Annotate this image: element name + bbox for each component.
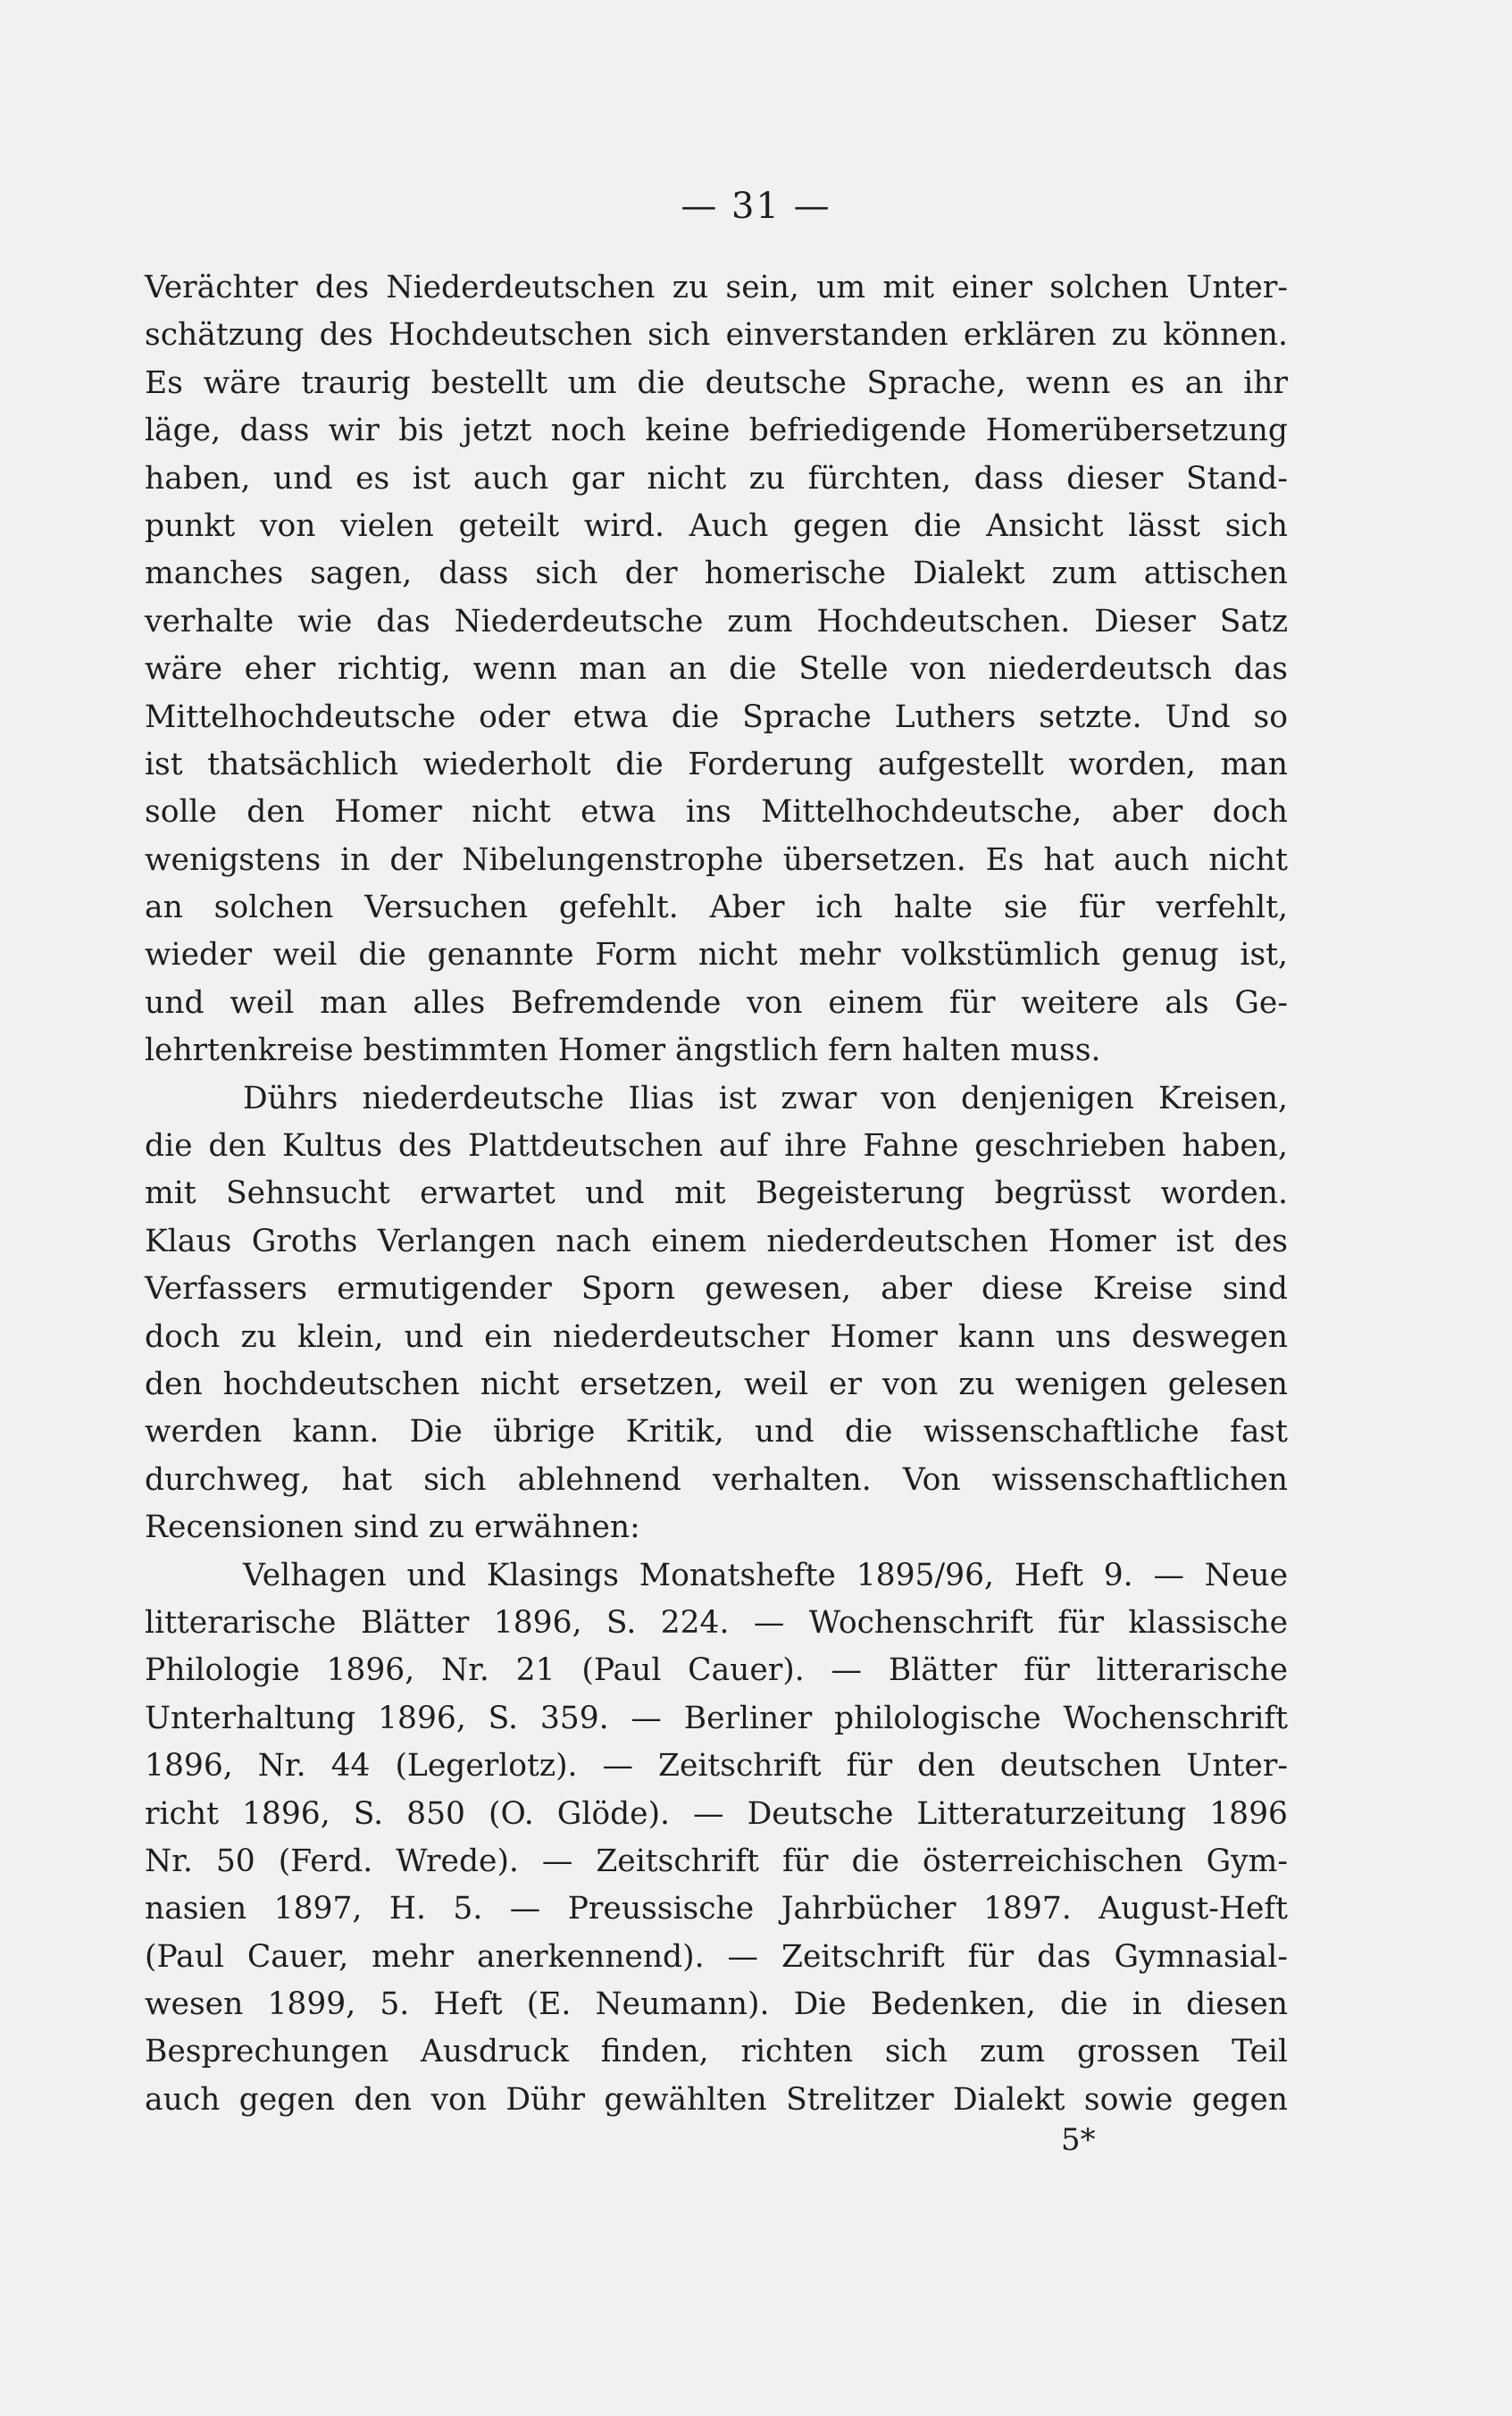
text-line: den hochdeutschen nicht ersetzen, weil er von zu wenigen gelesen xyxy=(145,1366,1288,1402)
text-line: Philologie 1896, Nr. 21 (Paul Cauer). — Blätter für litterarische xyxy=(145,1652,1288,1689)
text-line: wieder weil die genannte Form nicht mehr volkstümlich genug ist, xyxy=(145,937,1288,974)
text-line: litterarische Blätter 1896, S. 224. — Wochenschrift für klassische xyxy=(145,1604,1288,1641)
text-line: 1896, Nr. 44 (Legerlotz). — Zeitschrift für den deutschen Unter- xyxy=(145,1748,1288,1785)
text-line: wesen 1899, 5. Heft (E. Neumann). Die Bedenken, die in diesen xyxy=(145,1986,1288,2023)
text-line: punkt von vielen geteilt wird. Auch gegen die Ansicht lässt sich xyxy=(145,507,1288,544)
paragraph-start: Dührs niederdeutsche Ilias ist zwar von denjenigen Kreisen, xyxy=(243,1080,1288,1116)
text-line: schätzung des Hochdeutschen sich einverstanden erklären zu können. xyxy=(145,317,1288,354)
text-line: auch gegen den von Dühr gewählten Strelitzer Dialekt sowie gegen xyxy=(145,2081,1288,2118)
text-line: (Paul Cauer, mehr anerkennend). — Zeitschrift für das Gymnasial- xyxy=(145,1938,1288,1975)
text-line: manches sagen, dass sich der homerische Dialekt zum attischen xyxy=(145,556,1288,592)
text-line: Klaus Groths Verlangen nach einem niederdeutschen Homer ist des xyxy=(145,1223,1288,1259)
text-line: doch zu klein, und ein niederdeutscher Homer kann uns deswegen xyxy=(145,1318,1288,1355)
text-line: Verächter des Niederdeutschen zu sein, um mit einer solchen Unter- xyxy=(145,270,1288,305)
text-line: und weil man alles Befremdende von einem für weitere als Ge- xyxy=(145,984,1288,1021)
text-line: durchweg, hat sich ablehnend verhalten. Von wissenschaftlichen xyxy=(145,1461,1288,1498)
text-line: an solchen Versuchen gefehlt. Aber ich halte sie für verfehlt, xyxy=(145,890,1288,926)
text-line: Recensionen sind zu erwähnen: xyxy=(145,1509,640,1546)
text-line: Verfassers ermutigender Sporn gewesen, aber diese Kreise sind xyxy=(145,1271,1288,1308)
text-line: Nr. 50 (Ferd. Wrede). — Zeitschrift für die österreichischen Gym- xyxy=(145,1843,1288,1879)
page-number: — 31 — xyxy=(681,186,831,227)
text-line: werden kann. Die übrige Kritik, und die wissenschaftliche fast xyxy=(145,1414,1288,1450)
text-line: Besprechungen Ausdruck finden, richten sich zum grossen Teil xyxy=(145,2034,1288,2070)
text-line: Unterhaltung 1896, S. 359. — Berliner philologische Wochenschrift xyxy=(145,1700,1288,1736)
text-line: wenigstens in der Nibelungenstrophe übersetzen. Es hat auch nicht xyxy=(145,841,1288,878)
paragraph-start: Velhagen und Klasings Monatshefte 1895/96, Heft 9. — Neue xyxy=(243,1557,1288,1593)
text-line: wäre eher richtig, wenn man an die Stelle von niederdeutsch das xyxy=(145,651,1288,688)
signature-mark: 5* xyxy=(1061,2122,1096,2158)
text-line: Mittelhochdeutsche oder etwa die Sprache Luthers setzte. Und so xyxy=(145,698,1288,735)
text-line: richt 1896, S. 850 (O. Glöde). — Deutsche Litteraturzeitung 1896 xyxy=(145,1795,1288,1832)
text-line: verhalte wie das Niederdeutsche zum Hochdeutschen. Dieser Satz xyxy=(145,603,1288,640)
text-line: lehrtenkreise bestimmten Homer ängstlich fern halten muss. xyxy=(145,1032,1101,1069)
body-text xyxy=(145,264,1288,2124)
text-line: läge, dass wir bis jetzt noch keine befriedigende Homerübersetzung xyxy=(145,413,1288,449)
text-line: die den Kultus des Plattdeutschen auf ihre Fahne geschrieben haben, xyxy=(145,1128,1288,1165)
text-line: Es wäre traurig bestellt um die deutsche Sprache, wenn es an ihr xyxy=(145,364,1288,401)
text-line: nasien 1897, H. 5. — Preussische Jahrbücher 1897. August-Heft xyxy=(145,1891,1288,1927)
text-line: solle den Homer nicht etwa ins Mittelhochdeutsche, aber doch xyxy=(145,794,1288,831)
text-line: ist thatsächlich wiederholt die Forderung aufgestellt worden, man xyxy=(145,746,1288,782)
text-line: haben, und es ist auch gar nicht zu fürchten, dass dieser Stand- xyxy=(145,460,1288,497)
text-line: mit Sehnsucht erwartet und mit Begeisterung begrüsst worden. xyxy=(145,1175,1288,1212)
